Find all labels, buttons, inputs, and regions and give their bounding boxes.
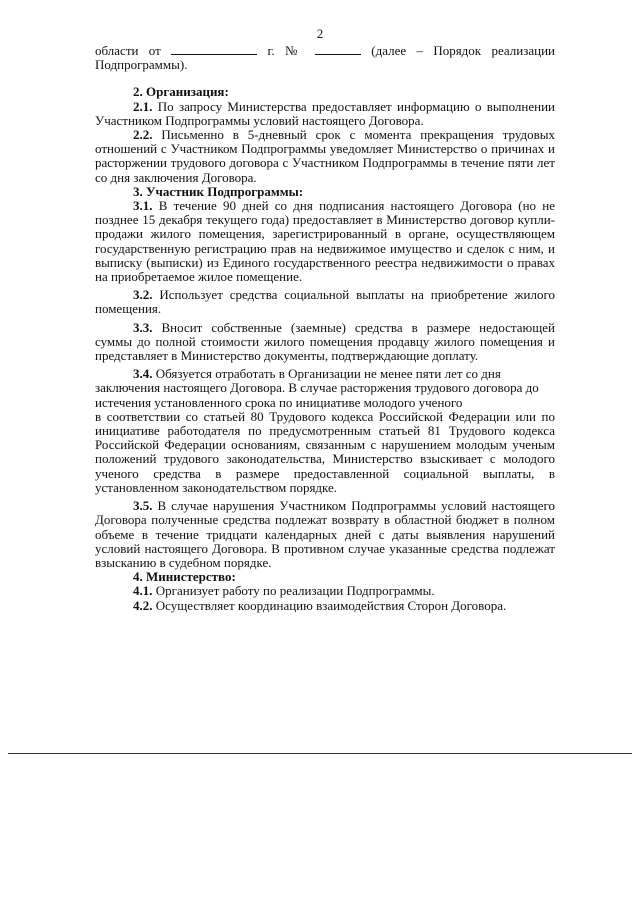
intro-paragraph: области от г. № (далее – Порядок реализации Подпрограммы). bbox=[95, 43, 556, 73]
clause-3-3: 3.3. Вносит собственные (заемные) средства в размере недостающей суммы до полной стоимости жилого помещения продавцу жилого помещения и представляет в Министерство документы, подтверждающие доплату. bbox=[95, 319, 555, 364]
section-3-heading: 3. Участник Подпрограммы: bbox=[133, 183, 304, 199]
number-blank bbox=[315, 44, 361, 55]
clause-3-5: 3.5. В случае нарушения Участником Подпрограммы условий настоящего Договора полученные средства подлежат возврату в областной бюджет в полном объеме в течение тридцати календарных дней с даты выявления нарушений условий настоящего Договора. В противном случае указанные средства подлежат взысканию в судебном порядке. bbox=[95, 498, 555, 570]
clause-3-1: 3.1. В течение 90 дней со дня подписания настоящего Договора (но не позднее 15 декабря текущего года) предоставляет в Министерство договор купли-продажи жилого помещения, зарегистрированный в органе, осуществляющем государственную регистрацию прав на недвижимое имущество и сделок с ним, и выписку (выписки) из Единого государственного реестра недвижимости о правах на приобретаемое жилое помещение. bbox=[95, 198, 555, 285]
document-body bbox=[95, 44, 555, 613]
clause-2-2: 2.2. Письменно в 5-дневный срок с момента прекращения трудовых отношений с Участником Подпрограммы уведомляет Министерство о причинах и расторжении трудового договора с Участником Подпрограммы в течение пяти лет со дня заключения Договора. bbox=[95, 127, 555, 185]
clause-4-1: 4.1. Организует работу по реализации Подпрограммы. bbox=[133, 583, 435, 599]
date-blank bbox=[171, 44, 257, 55]
clause-3-4-continued: в соответствии со статьей 80 Трудового кодекса Российской Федерации или по инициативе работодателя по предусмотренным статьей 81 Трудового кодекса Российской Федерации основаниям, связанным с нарушением молодым ученым положений трудового законодательства, Министерство взыскивает с молодого ученого средства в размере предоставленной социальной выплаты, в установленном законодательством порядке. bbox=[95, 408, 555, 495]
footer-rule bbox=[8, 753, 632, 754]
clause-3-4: 3.4. Обязуется отработать в Организации не менее пяти лет со дня заключения настоящего Договора. В случае расторжения трудового договора до истечения установленного срока по инициативе молодого ученого bbox=[95, 366, 539, 410]
section-2-heading: 2. Организация: bbox=[133, 84, 229, 100]
page-number: 2 bbox=[316, 26, 324, 41]
section-4-heading: 4. Министерство: bbox=[133, 569, 236, 585]
clause-4-2: 4.2. Осуществляет координацию взаимодействия Сторон Договора. bbox=[133, 597, 507, 613]
clause-2-1: 2.1. По запросу Министерства предоставляет информацию о выполнении Участником Подпрограммы условий настоящего Договора. bbox=[95, 98, 555, 128]
clause-3-2: 3.2. Использует средства социальной выплаты на приобретение жилого помещения. bbox=[95, 287, 555, 317]
